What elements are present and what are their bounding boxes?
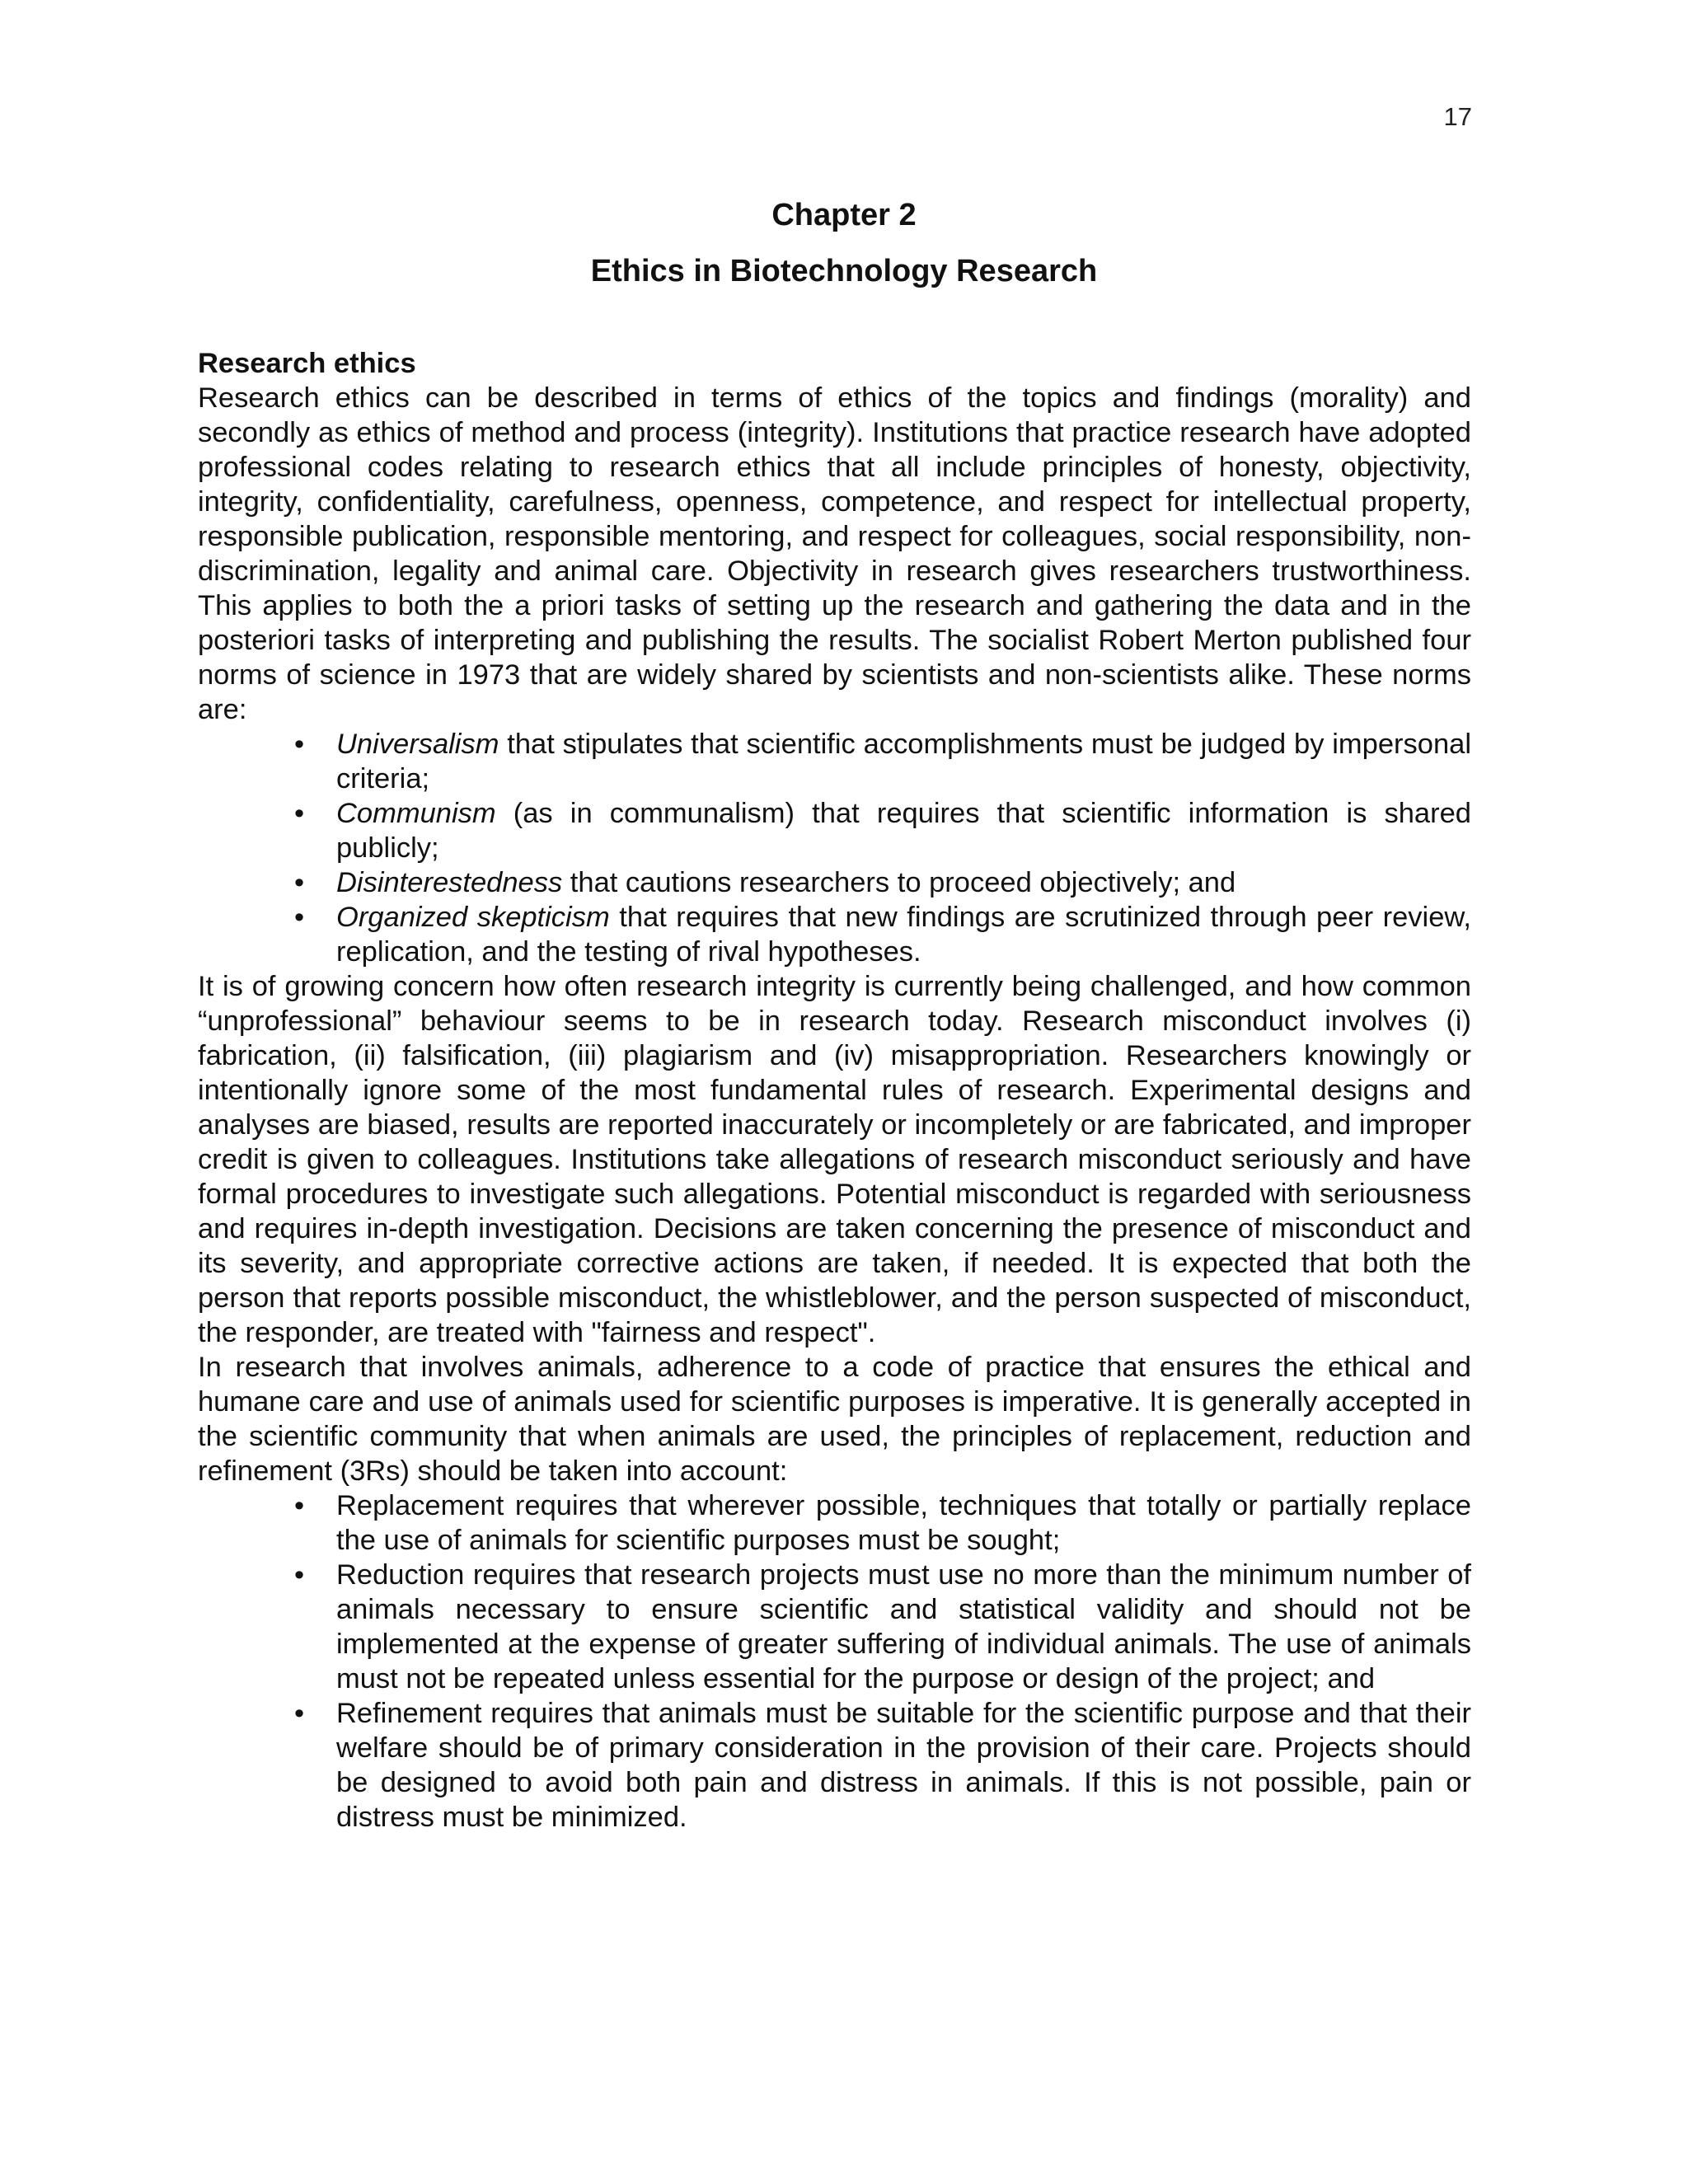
norm-text: that cautions researchers to proceed objectively; and: [562, 867, 1236, 898]
list-item: [293, 865, 1471, 900]
bullet-icon: •: [293, 1490, 305, 1521]
document-body: [198, 346, 1471, 1835]
bullet-icon: •: [293, 729, 305, 760]
list-item: [293, 727, 1471, 796]
principle-text: Refinement requires that animals must be suitable for the scientific purpose and that their welfare should be of primary consideration in the provision of their care. Projects should be designed to avoid both pain and distress in animals. If this is not possible, pain or distress must be minimized.: [336, 1698, 1471, 1833]
norm-term: Organized skepticism: [336, 902, 610, 933]
page-number: 17: [1443, 102, 1472, 131]
list-item: [293, 1488, 1471, 1558]
list-item: [293, 900, 1471, 969]
norm-text: that stipulates that scientific accomplishments must be judged by impersonal criteria;: [336, 729, 1471, 794]
chapter-label: Chapter 2: [771, 198, 917, 232]
bullet-icon: •: [293, 798, 305, 829]
bullet-icon: •: [293, 1698, 305, 1729]
norm-term: Universalism: [336, 729, 499, 760]
bullet-icon: •: [293, 1559, 305, 1591]
list-item: [293, 1696, 1471, 1835]
principles-list: [198, 1488, 1471, 1835]
norm-term: Disinterestedness: [336, 867, 563, 898]
chapter-title: Ethics in Biotechnology Research: [590, 254, 1098, 288]
paragraph-intro: Research ethics can be described in terms of ethics of the topics and findings (morality) and secondly as ethics of method and process (integrity). Institutions that practice research have adopted professional codes relating to research ethics that all include principles of honesty, objectivity, integrity, confidentiality, carefulness, openness, competence, and respect for intellectual property, responsible publication, responsible mentoring, and respect for colleagues, social responsibility, non-discrimination, legality and animal care. Objectivity in research gives researchers trustworthiness. This applies to both the a priori tasks of setting up the research and gathering the data and in the posteriori tasks of interpreting and publishing the results. The socialist Robert Merton published four norms of science in 1973 that are widely shared by scientists and non-scientists alike. These norms are:: [198, 382, 1471, 725]
norm-text: that requires that new findings are scrutinized through peer review, replication, and the testing of rival hypotheses.: [336, 902, 1471, 968]
norms-list: [198, 727, 1471, 969]
list-item: [293, 796, 1471, 865]
principle-text: Reduction requires that research projects must use no more than the minimum number of animals necessary to ensure scientific and statistical validity and should not be implemented at the expense of greater suffering of individual animals. The use of animals must not be repeated unless essential for the purpose or design of the project; and: [336, 1559, 1471, 1694]
paragraph-misconduct: It is of growing concern how often research integrity is currently being challenged, and how common “unprofessional” behaviour seems to be in research today. Research misconduct involves (i) fabrication, (ii) falsification, (iii) plagiarism and (iv) misappropriation. Researchers knowingly or intentionally ignore some of the most fundamental rules of research. Experimental designs and analyses are biased, results are reported inaccurately or incompletely or are fabricated, and improper credit is given to colleagues. Institutions take allegations of research misconduct seriously and have formal procedures to investigate such allegations. Potential misconduct is regarded with seriousness and requires in-depth investigation. Decisions are taken concerning the presence of misconduct and its severity, and appropriate corrective actions are taken, if needed. It is expected that both the person that reports possible misconduct, the whistleblower, and the person suspected of misconduct, the responder, are treated with "fairness and respect".: [198, 971, 1471, 1348]
norm-text: (as in communalism) that requires that scientific information is shared publicly;: [336, 798, 1471, 864]
list-item: [293, 1558, 1471, 1696]
bullet-icon: •: [293, 867, 305, 898]
principle-text: Replacement requires that wherever possible, techniques that totally or partially replace the use of animals for scientific purposes must be sought;: [336, 1490, 1471, 1556]
paragraph-animals: In research that involves animals, adherence to a code of practice that ensures the ethical and humane care and use of animals used for scientific purposes is imperative. It is generally accepted in the scientific community that when animals are used, the principles of replacement, reduction and refinement (3Rs) should be taken into account:: [198, 1352, 1471, 1487]
norm-term: Communism: [336, 798, 496, 829]
section-heading: Research ethics: [198, 348, 416, 379]
bullet-icon: •: [293, 902, 305, 933]
